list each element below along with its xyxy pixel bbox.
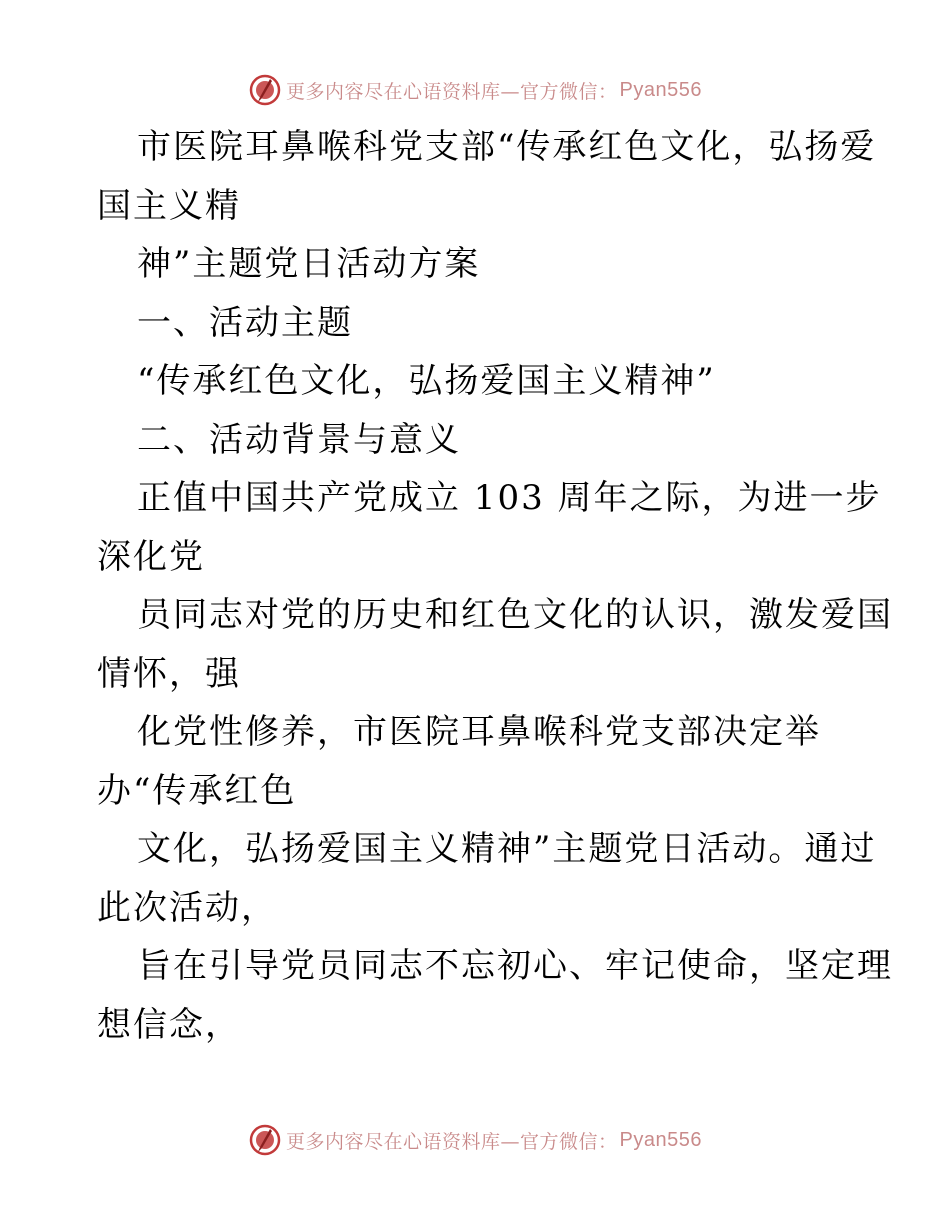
quill-circle-icon (248, 1123, 282, 1157)
text-line: 一、活动主题 (137, 302, 353, 343)
text-line: 深化党 (97, 536, 205, 577)
text-line: 此次活动， (97, 887, 277, 928)
text-line: 员同志对党的历史和红色文化的认识，激发爱国 (137, 595, 893, 635)
document-body (97, 118, 893, 1054)
text-line: 想信念， (97, 1004, 241, 1045)
text-line: 正值中国共产党成立 103 周年之际，为进一步 (137, 478, 882, 518)
text-line: 化党性修养，市医院耳鼻喉科党支部决定举 (137, 712, 821, 752)
footer-watermark (0, 1120, 950, 1160)
watermark-wechat-id: Pyan556 (619, 1128, 702, 1151)
text-line: 国主义精 (97, 185, 241, 226)
text-line: 文化，弘扬爱国主义精神”主题党日活动。通过 (137, 829, 877, 869)
text-line: 办“传承红色 (97, 770, 297, 811)
watermark-text: 更多内容尽在心语资料库—官方微信： (286, 1130, 618, 1153)
header-watermark (0, 70, 950, 110)
text-line: 二、活动背景与意义 (137, 419, 461, 460)
text-line: 神”主题党日活动方案 (137, 244, 481, 284)
text-line: 市医院耳鼻喉科党支部“传承红色文化，弘扬爱 (137, 127, 877, 167)
text-line: 旨在引导党员同志不忘初心、牢记使命，坚定理 (137, 946, 893, 986)
text-line: “传承红色文化，弘扬爱国主义精神” (137, 361, 716, 401)
watermark-wechat-id: Pyan556 (619, 78, 702, 101)
watermark-text: 更多内容尽在心语资料库—官方微信： (286, 80, 618, 103)
quill-circle-icon (248, 73, 282, 107)
text-line: 情怀，强 (97, 653, 241, 694)
